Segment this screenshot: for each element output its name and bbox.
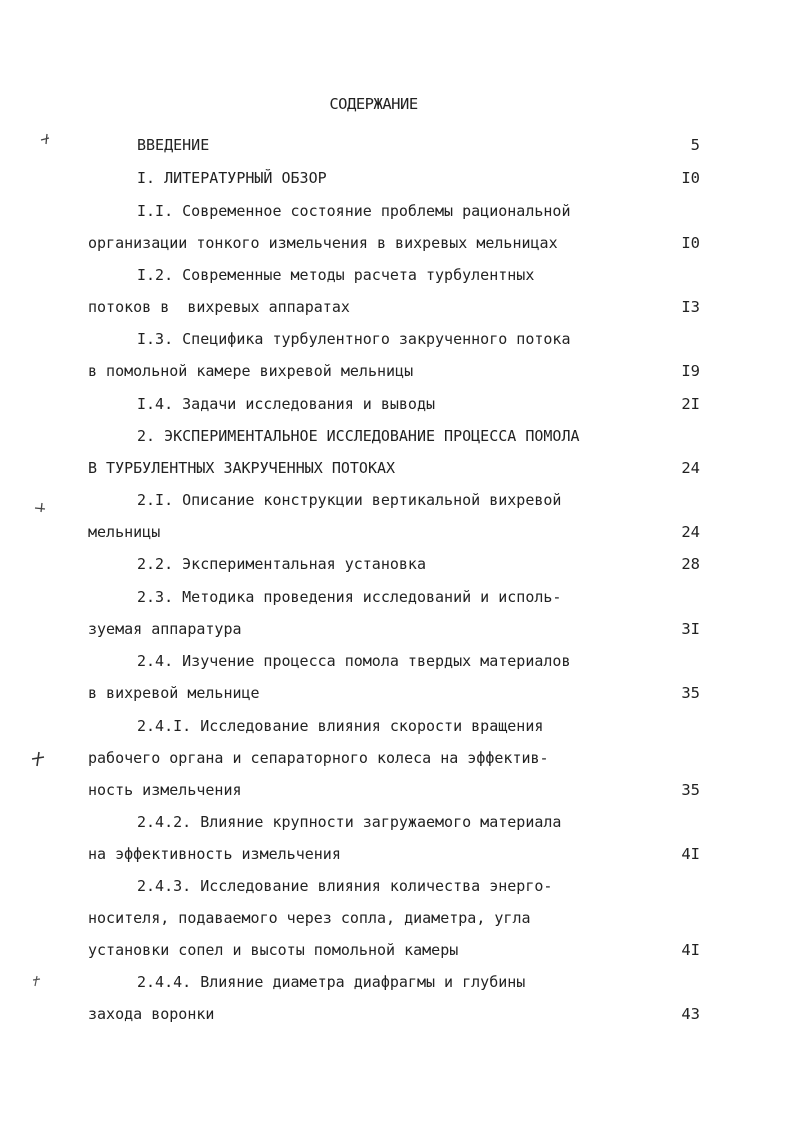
- toc-line: 2.4.3. Исследование влияния количества энерго-: [137, 877, 553, 895]
- toc-line: 2.4.2. Влияние крупности загружаемого материала: [137, 813, 562, 831]
- toc-line: в вихревой мельнице: [88, 684, 260, 702]
- toc-page-number: I3: [681, 298, 700, 316]
- toc-page-number: I9: [681, 362, 700, 380]
- toc-line: I.I. Современное состояние проблемы рациональной: [137, 202, 571, 220]
- toc-page-number: 28: [681, 555, 700, 573]
- toc-line: мельницы: [88, 523, 161, 541]
- toc-line: зуемая аппаратура: [88, 620, 242, 638]
- toc-line: 2. ЭКСПЕРИМЕНТАЛЬНОЕ ИССЛЕДОВАНИЕ ПРОЦЕССА ПОМОЛА: [137, 427, 580, 445]
- toc-page-number: I0: [681, 234, 700, 252]
- toc-line: носителя, подаваемого через сопла, диаметра, угла: [88, 909, 531, 927]
- toc-line: потоков в вихревых аппаратах: [88, 298, 350, 316]
- toc-page-number: 24: [681, 459, 700, 477]
- toc-line: 2.4.4. Влияние диаметра диафрагмы и глубины: [137, 973, 526, 991]
- toc-line: установки сопел и высоты помольной камеры: [88, 941, 459, 959]
- toc-line: ность измельчения: [88, 781, 242, 799]
- toc-page-number: 43: [681, 1005, 700, 1023]
- toc-line: 2.4.I. Исследование влияния скорости вращения: [137, 717, 544, 735]
- toc-line: организации тонкого измельчения в вихревых мельницах: [88, 234, 558, 252]
- toc-line: В ТУРБУЛЕНТНЫХ ЗАКРУЧЕННЫХ ПОТОКАХ: [88, 459, 396, 477]
- toc-page-number: 5: [690, 136, 700, 154]
- toc-page-number: 4I: [681, 845, 700, 863]
- toc-page-number: 24: [681, 523, 700, 541]
- margin-mark-icon: [38, 132, 52, 146]
- page-title: СОДЕРЖАНИЕ: [329, 95, 418, 113]
- toc-line: I.2. Современные методы расчета турбулентных: [137, 266, 535, 284]
- toc-line: 2.2. Экспериментальная установка: [137, 555, 426, 573]
- toc-line: ВВЕДЕНИЕ: [137, 136, 210, 154]
- toc-page-number: 35: [681, 781, 700, 799]
- toc-line: I. ЛИТЕРАТУРНЫЙ ОБЗОР: [137, 169, 327, 187]
- toc-line: I.3. Специфика турбулентного закрученного потока: [137, 330, 571, 348]
- toc-page-number: 35: [681, 684, 700, 702]
- toc-line: 2.3. Методика проведения исследований и исполь-: [137, 588, 562, 606]
- toc-line: рабочего органа и сепараторного колеса на эффектив-: [88, 749, 549, 767]
- toc-page-number: 2I: [681, 395, 700, 413]
- margin-mark-icon: [30, 974, 42, 988]
- toc-page-number: 4I: [681, 941, 700, 959]
- toc-line: 2.4. Изучение процесса помола твердых материалов: [137, 652, 571, 670]
- toc-line: на эффективность измельчения: [88, 845, 341, 863]
- toc-line: в помольной камере вихревой мельницы: [88, 362, 414, 380]
- toc-line: 2.I. Описание конструкции вертикальной вихревой: [137, 491, 562, 509]
- toc-line: I.4. Задачи исследования и выводы: [137, 395, 436, 413]
- margin-mark-icon: [30, 751, 46, 767]
- margin-mark-icon: [33, 500, 47, 514]
- toc-page-number: 3I: [681, 620, 700, 638]
- toc-page-number: I0: [681, 169, 700, 187]
- toc-line: захода воронки: [88, 1005, 215, 1023]
